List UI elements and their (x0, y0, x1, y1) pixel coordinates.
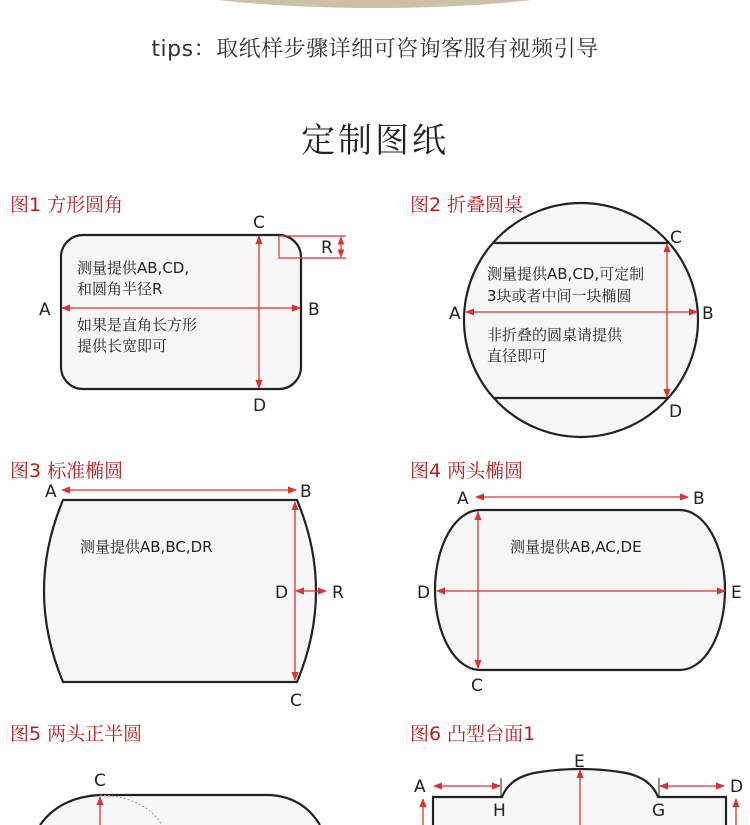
figure-name: 折叠圆桌 (447, 194, 524, 216)
label-c: C (290, 691, 302, 711)
label-a: A (449, 304, 461, 324)
label-b: B (702, 304, 714, 324)
note-line-1: 测量提供AB,AC,DE (510, 538, 642, 556)
label-d: D (417, 583, 431, 603)
label-d: D (730, 777, 744, 797)
label-b: B (308, 300, 320, 320)
label-d: D (275, 583, 289, 603)
page-title: 定制图纸 (301, 121, 449, 161)
figure-name: 凸型台面1 (447, 723, 536, 745)
tips-text: tips：取纸样步骤详细可咨询客服有视频引导 (151, 37, 599, 62)
figure-3-diagram (44, 482, 344, 711)
figure-5-diagram (40, 771, 320, 825)
label-b: B (693, 489, 705, 509)
label-a: A (39, 300, 51, 320)
note-line-4: 提供长宽即可 (77, 337, 168, 355)
label-b: B (300, 482, 312, 502)
figure-6-diagram (414, 752, 743, 825)
label-c: C (94, 771, 106, 791)
label-c: C (471, 676, 483, 696)
label-e: E (731, 583, 742, 603)
note-line-3: 如果是直角长方形 (77, 316, 198, 334)
figure-number: 图6 (410, 723, 442, 745)
label-e: E (574, 752, 585, 772)
figure-name: 两头椭圆 (447, 460, 524, 482)
label-a: A (457, 489, 469, 509)
figure-number: 图2 (410, 194, 442, 216)
figure-number: 图3 (10, 460, 42, 482)
label-c: C (253, 213, 265, 233)
figure-number: 图4 (410, 460, 442, 482)
note-line-2: 3块或者中间一块椭圆 (487, 287, 632, 305)
note-line-1: 测量提供AB,CD, (77, 259, 190, 277)
label-a: A (414, 777, 426, 797)
figure-2-diagram (449, 203, 714, 437)
figure-number: 图1 (10, 194, 42, 216)
half-circle-shape (40, 795, 320, 825)
label-h: H (493, 801, 506, 821)
figure-1-diagram (39, 213, 346, 416)
note-line-2: 和圆角半径R (77, 280, 163, 298)
label-r: R (321, 238, 333, 258)
figure-name: 标准椭圆 (47, 460, 124, 482)
label-a: A (45, 482, 57, 502)
figure-name: 两头正半圆 (47, 723, 143, 745)
label-g: G (652, 801, 666, 821)
label-d: D (253, 396, 267, 416)
figure-name: 方形圆角 (47, 194, 124, 216)
figure-4-diagram (417, 489, 742, 696)
figure-number: 图5 (10, 723, 42, 745)
note-line-4: 直径即可 (487, 347, 548, 365)
note-line-3: 非折叠的圆桌请提供 (487, 326, 623, 344)
note-line-1: 测量提供AB,CD,可定制 (487, 265, 645, 283)
round-table-shape (464, 203, 698, 437)
note-line-1: 测量提供AB,BC,DR (80, 538, 213, 556)
label-d: D (669, 402, 683, 422)
label-r: R (332, 583, 344, 603)
label-c: C (670, 228, 682, 248)
